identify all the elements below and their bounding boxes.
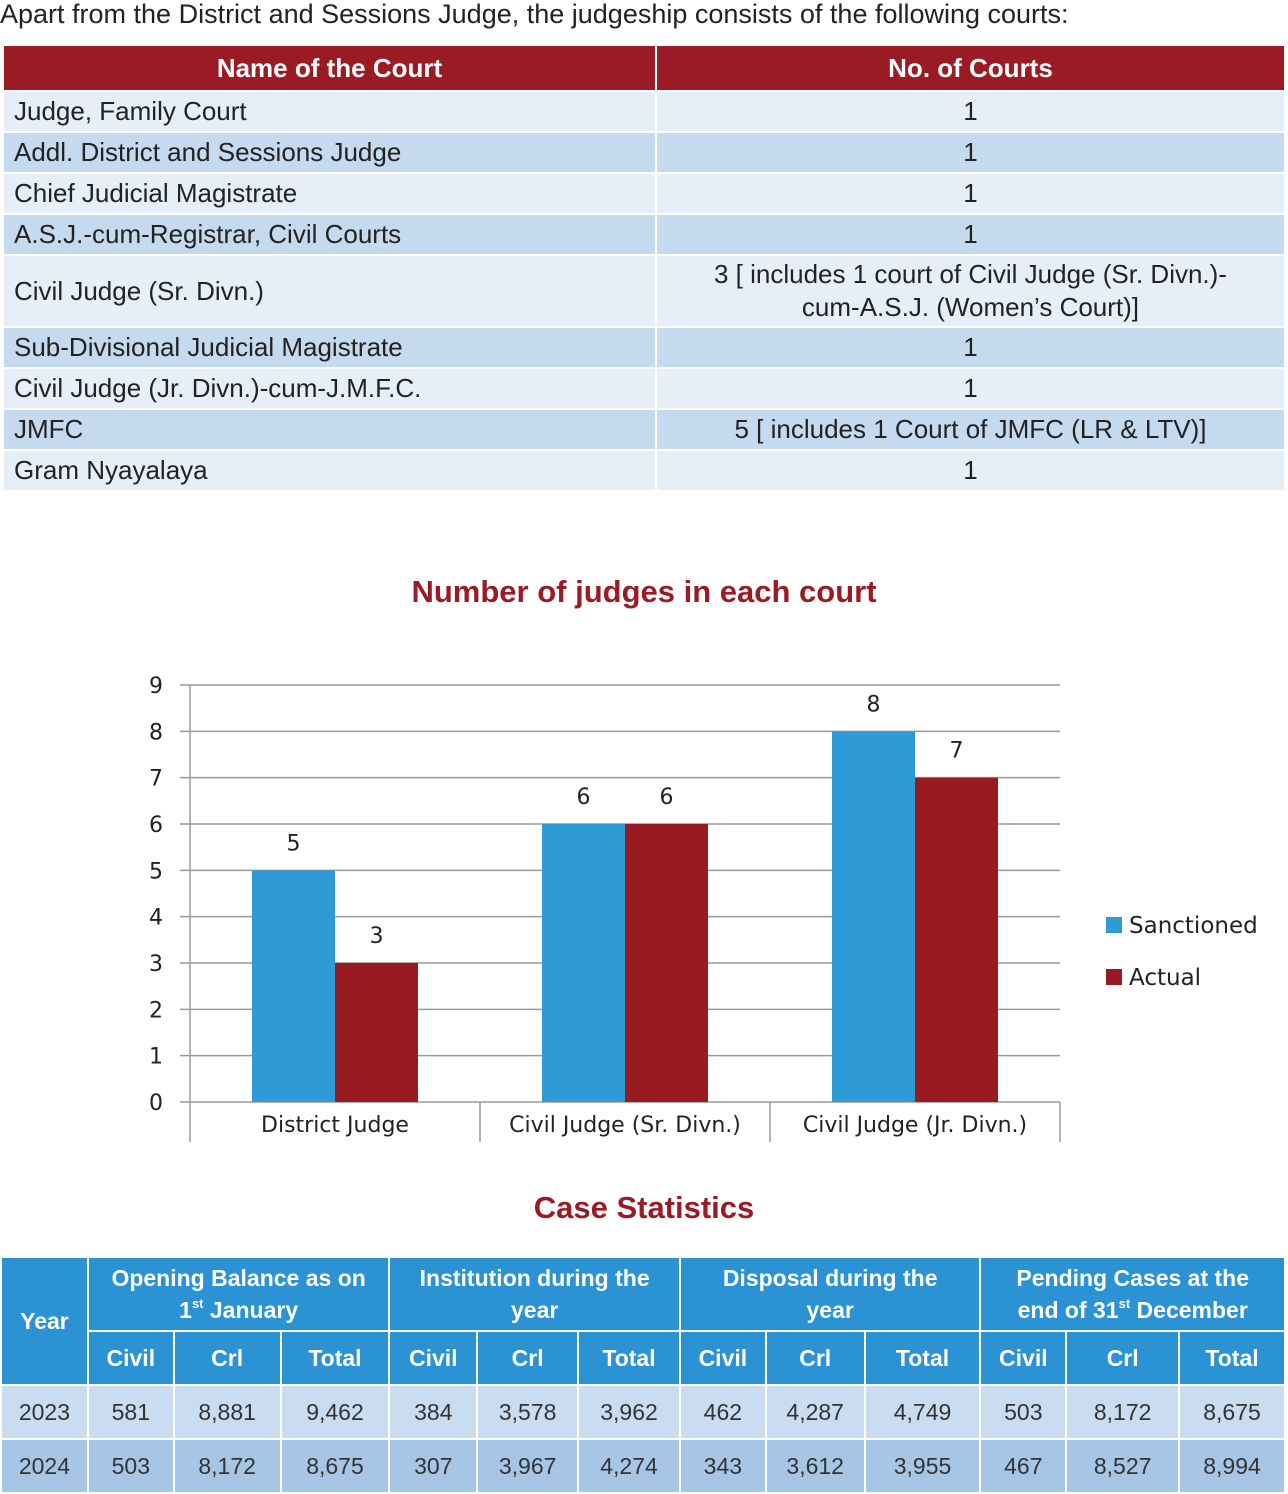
courts-header-row bbox=[3, 45, 1285, 91]
y-tick-label: 3 bbox=[149, 952, 163, 977]
stats-group-header-row bbox=[1, 1257, 1285, 1331]
case-statistics-title: Case Statistics bbox=[533, 1190, 755, 1225]
legend-swatch-sanctioned bbox=[1106, 917, 1122, 933]
sub-header-total: Total bbox=[578, 1331, 680, 1385]
header-pending-line1: Pending Cases at the bbox=[1016, 1265, 1250, 1291]
header-institution-line2: year bbox=[510, 1297, 559, 1323]
stat-cell: 8,172 bbox=[1066, 1385, 1179, 1439]
sub-header-crl: Crl bbox=[766, 1331, 865, 1385]
bar-actual bbox=[625, 824, 708, 1102]
sub-header-civil: Civil bbox=[680, 1331, 766, 1385]
stat-cell: 4,287 bbox=[766, 1385, 865, 1439]
year-cell: 2024 bbox=[1, 1439, 88, 1493]
stat-cell: 8,527 bbox=[1066, 1439, 1179, 1493]
y-tick-label: 2 bbox=[149, 998, 163, 1024]
sub-header-crl: Crl bbox=[1066, 1331, 1179, 1385]
court-count: 1 bbox=[656, 214, 1285, 255]
court-name: Chief Judicial Magistrate bbox=[3, 173, 656, 214]
court-count-line1: 3 [ includes 1 court of Civil Judge (Sr. Divn.)- bbox=[713, 259, 1227, 289]
header-institution bbox=[389, 1257, 680, 1331]
court-count: 1 bbox=[656, 173, 1285, 214]
stat-cell: 581 bbox=[88, 1385, 174, 1439]
stat-cell: 467 bbox=[980, 1439, 1066, 1493]
judges-bar-chart bbox=[0, 640, 1288, 1150]
sub-header-civil: Civil bbox=[389, 1331, 477, 1385]
stat-cell: 3,578 bbox=[477, 1385, 578, 1439]
year-cell: 2023 bbox=[1, 1385, 88, 1439]
header-pending bbox=[980, 1257, 1285, 1331]
header-pending-line2: end of 31st December bbox=[1017, 1296, 1248, 1323]
court-count: 1 bbox=[656, 327, 1285, 368]
sub-header-civil: Civil bbox=[980, 1331, 1066, 1385]
stat-cell: 8,881 bbox=[174, 1385, 281, 1439]
header-disposal-line2: year bbox=[806, 1297, 854, 1323]
court-count: 5 [ includes 1 Court of JMFC (LR & LTV)] bbox=[656, 409, 1285, 450]
table-row bbox=[3, 450, 1285, 491]
court-name: Judge, Family Court bbox=[3, 91, 656, 132]
table-row bbox=[3, 368, 1285, 409]
court-name: Civil Judge (Sr. Divn.) bbox=[3, 255, 656, 327]
intro-text: Apart from the District and Sessions Judge, the judgeship consists of the following courts: bbox=[0, 0, 1069, 29]
stat-cell: 3,955 bbox=[865, 1439, 981, 1493]
y-tick-label: 9 bbox=[149, 674, 163, 699]
stat-cell: 3,612 bbox=[766, 1439, 865, 1493]
stat-cell: 9,462 bbox=[281, 1385, 390, 1439]
y-tick-label: 6 bbox=[149, 813, 163, 838]
table-row bbox=[1, 1439, 1285, 1493]
stat-cell: 8,994 bbox=[1179, 1439, 1285, 1493]
data-label: 3 bbox=[369, 924, 384, 949]
header-court-name: Name of the Court bbox=[3, 45, 656, 91]
bar-actual bbox=[335, 963, 418, 1102]
stat-cell: 343 bbox=[680, 1439, 766, 1493]
stat-cell: 503 bbox=[980, 1385, 1066, 1439]
stat-cell: 503 bbox=[88, 1439, 174, 1493]
table-row bbox=[3, 132, 1285, 173]
stats-body bbox=[1, 1385, 1285, 1493]
court-count: 1 bbox=[656, 91, 1285, 132]
header-opening-line2: 1st January bbox=[179, 1296, 299, 1323]
table-row bbox=[1, 1385, 1285, 1439]
y-tick-label: 4 bbox=[149, 905, 163, 931]
table-row bbox=[3, 173, 1285, 214]
chart-title: Number of judges in each court bbox=[411, 574, 877, 609]
legend-label: Actual bbox=[1129, 965, 1202, 991]
header-institution-line1: Institution during the bbox=[419, 1265, 650, 1291]
y-tick-label: 1 bbox=[149, 1044, 163, 1070]
stats-sub-header-row bbox=[1, 1331, 1285, 1385]
court-count bbox=[656, 255, 1285, 327]
data-label: 8 bbox=[866, 692, 881, 718]
data-label: 6 bbox=[576, 785, 591, 810]
bar-actual bbox=[915, 778, 998, 1102]
court-count-line2: cum-A.S.J. (Women’s Court)] bbox=[801, 292, 1140, 322]
category-label: District Judge bbox=[261, 1113, 409, 1138]
table-row bbox=[3, 255, 1285, 327]
court-count: 1 bbox=[656, 132, 1285, 173]
sub-header-crl: Crl bbox=[174, 1331, 281, 1385]
y-tick-label: 7 bbox=[149, 766, 163, 792]
stat-cell: 307 bbox=[389, 1439, 477, 1493]
bar-sanctioned bbox=[832, 731, 915, 1102]
legend-swatch-actual bbox=[1106, 969, 1122, 985]
header-disposal-line1: Disposal during the bbox=[722, 1265, 938, 1291]
stat-cell: 3,967 bbox=[477, 1439, 578, 1493]
court-count: 1 bbox=[656, 368, 1285, 409]
bar-sanctioned bbox=[252, 870, 335, 1102]
header-year: Year bbox=[1, 1257, 88, 1385]
table-row bbox=[3, 91, 1285, 132]
header-opening-line1: Opening Balance as on bbox=[111, 1265, 366, 1291]
stat-cell: 4,749 bbox=[865, 1385, 981, 1439]
y-tick-label: 8 bbox=[149, 720, 163, 746]
stat-cell: 4,274 bbox=[578, 1439, 680, 1493]
y-tick-label: 0 bbox=[149, 1091, 163, 1116]
sub-header-total: Total bbox=[865, 1331, 981, 1385]
data-label: 6 bbox=[659, 785, 674, 810]
sub-header-civil: Civil bbox=[88, 1331, 174, 1385]
sub-header-total: Total bbox=[1179, 1331, 1285, 1385]
sub-header-total: Total bbox=[281, 1331, 390, 1385]
court-name: Sub-Divisional Judicial Magistrate bbox=[3, 327, 656, 368]
court-name: Gram Nyayalaya bbox=[3, 450, 656, 491]
header-disposal bbox=[680, 1257, 980, 1331]
data-label: 5 bbox=[286, 831, 301, 857]
stat-cell: 462 bbox=[680, 1385, 766, 1439]
case-statistics-table bbox=[0, 1256, 1286, 1494]
court-name: JMFC bbox=[3, 409, 656, 450]
court-name: A.S.J.-cum-Registrar, Civil Courts bbox=[3, 214, 656, 255]
table-row bbox=[3, 327, 1285, 368]
stat-cell: 8,675 bbox=[1179, 1385, 1285, 1439]
court-name: Addl. District and Sessions Judge bbox=[3, 132, 656, 173]
stat-cell: 3,962 bbox=[578, 1385, 680, 1439]
sub-header-crl: Crl bbox=[477, 1331, 578, 1385]
y-tick-label: 5 bbox=[149, 859, 163, 885]
stat-cell: 384 bbox=[389, 1385, 477, 1439]
table-row bbox=[3, 409, 1285, 450]
bar-sanctioned bbox=[542, 824, 625, 1102]
header-opening-balance bbox=[88, 1257, 390, 1331]
category-label: Civil Judge (Jr. Divn.) bbox=[802, 1113, 1028, 1138]
header-court-count: No. of Courts bbox=[656, 45, 1285, 91]
court-count: 1 bbox=[656, 450, 1285, 491]
legend-label: Sanctioned bbox=[1129, 913, 1258, 939]
stat-cell: 8,172 bbox=[174, 1439, 281, 1493]
table-row bbox=[3, 214, 1285, 255]
data-label: 7 bbox=[949, 738, 964, 764]
court-name: Civil Judge (Jr. Divn.)-cum-J.M.F.C. bbox=[3, 368, 656, 409]
stat-cell: 8,675 bbox=[281, 1439, 390, 1493]
courts-table bbox=[2, 44, 1286, 492]
category-label: Civil Judge (Sr. Divn.) bbox=[509, 1113, 741, 1138]
